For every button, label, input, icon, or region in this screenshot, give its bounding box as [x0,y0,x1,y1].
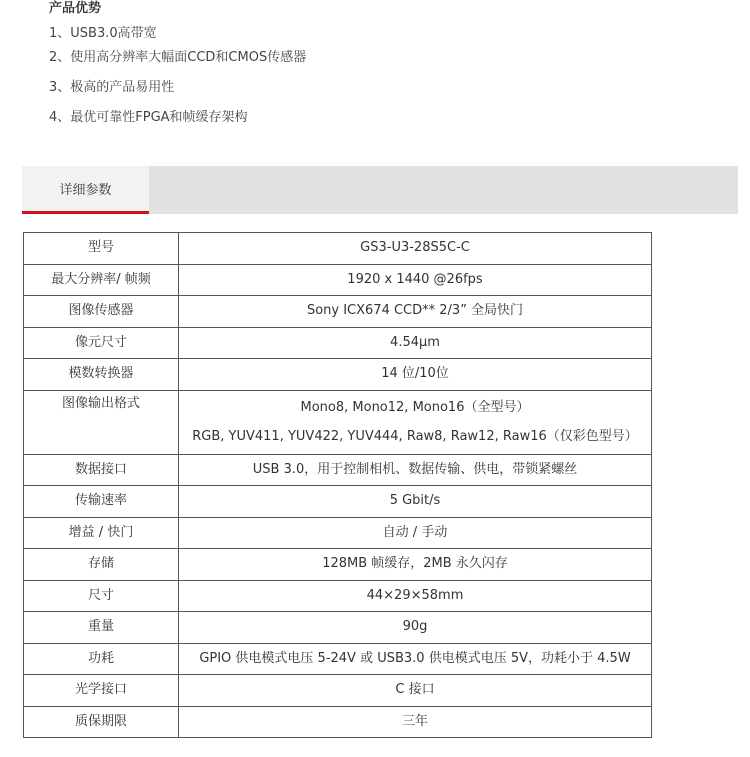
table-row [24,517,652,549]
table-row [24,327,652,359]
spec-value: USB 3.0，用于控制相机、数据传输、供电，带锁紧螺丝 [179,454,652,486]
table-row [24,549,652,581]
spec-label: 存储 [24,549,179,581]
table-row [24,454,652,486]
spec-value: GS3-U3-28S5C-C [179,233,652,265]
spec-table [23,232,652,738]
spec-value: 128MB 帧缓存，2MB 永久闪存 [179,549,652,581]
spec-value: 三年 [179,706,652,738]
spec-value-line: RGB, YUV411, YUV422, YUV444, Raw8, Raw12, Raw16（仅彩色型号） [192,429,638,444]
table-row [24,612,652,644]
spec-value-line: Mono8, Mono12, Mono16（全型号） [300,400,530,415]
spec-label: 像元尺寸 [24,327,179,359]
spec-label: 最大分辨率/ 帧频 [24,264,179,296]
spec-value: GPIO 供电模式电压 5-24V 或 USB3.0 供电模式电压 5V，功耗小于 4.5W [179,643,652,675]
spec-label: 图像输出格式 [24,390,179,454]
spec-value: 44×29×58mm [179,580,652,612]
spec-label: 尺寸 [24,580,179,612]
spec-label: 数据接口 [24,454,179,486]
spec-label: 光学接口 [24,675,179,707]
spec-value-multiline [179,390,652,454]
table-row [24,580,652,612]
table-row [24,296,652,328]
table-row [24,264,652,296]
spec-label: 功耗 [24,643,179,675]
advantage-item: 2、使用高分辨率大幅面CCD和CMOS传感器 [49,50,307,65]
table-row [24,706,652,738]
spec-value: 4.54μm [179,327,652,359]
spec-value: C 接口 [179,675,652,707]
table-row [24,486,652,518]
table-row [24,675,652,707]
spec-value: 1920 x 1440 @26fps [179,264,652,296]
spec-label: 重量 [24,612,179,644]
tab-detailed-params[interactable]: 详细参数 [22,166,149,214]
spec-value: Sony ICX674 CCD** 2/3” 全局快门 [179,296,652,328]
spec-value: 14 位/10位 [179,359,652,391]
table-row [24,233,652,265]
spec-label: 质保期限 [24,706,179,738]
advantage-item: 4、最优可靠性FPGA和帧缓存架构 [49,110,248,125]
spec-label: 传输速率 [24,486,179,518]
spec-value: 自动 / 手动 [179,517,652,549]
advantage-item: 3、极高的产品易用性 [49,80,175,95]
advantages-title: 产品优势 [49,1,102,16]
spec-label: 型号 [24,233,179,265]
spec-label: 图像传感器 [24,296,179,328]
spec-value: 90g [179,612,652,644]
table-row [24,359,652,391]
advantage-item: 1、USB3.0高带宽 [49,26,157,41]
spec-label: 增益 / 快门 [24,517,179,549]
spec-value: 5 Gbit/s [179,486,652,518]
table-row [24,390,652,454]
table-row [24,643,652,675]
tab-bar [22,166,738,214]
spec-label: 模数转换器 [24,359,179,391]
